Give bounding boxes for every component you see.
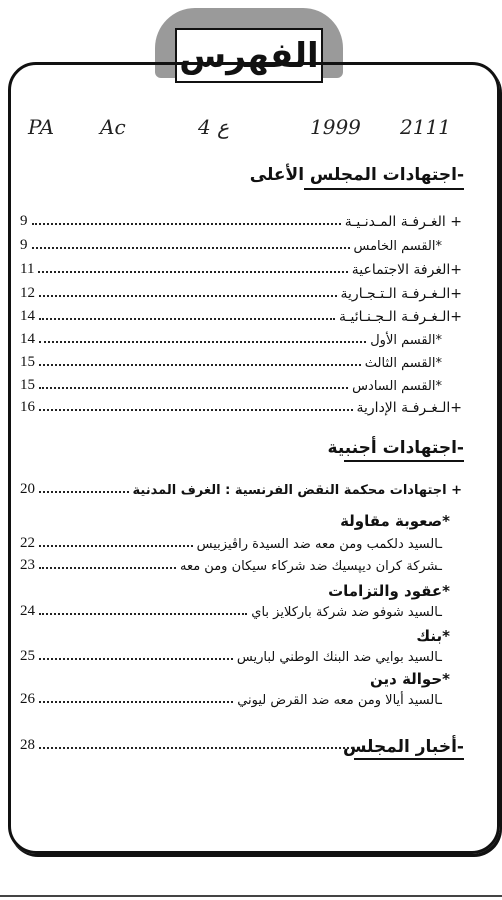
toc-entry[interactable]: 14 +الـغـرفـة الـجـنـائيـة xyxy=(20,308,462,325)
handwritten-note: 1999 xyxy=(310,115,361,139)
page-edge xyxy=(0,895,502,897)
section-underline xyxy=(344,460,464,462)
group-heading: *صعوبة مقاولة xyxy=(340,512,450,530)
toc-entry[interactable]: 9 + الغـرفـة المـدنـيـة xyxy=(20,213,462,230)
toc-entry[interactable]: 15 *القسم الثالث xyxy=(20,354,442,371)
section-heading: -اجتهادات المجلس الأعلى xyxy=(249,165,464,185)
section-underline xyxy=(304,188,464,190)
group-heading: *بنك xyxy=(416,627,450,645)
toc-entry[interactable]: 16 +الـغـرفـة الإدارية xyxy=(20,399,462,416)
toc-entry[interactable]: 12 +الـغـرفـة الـتـجـارية xyxy=(20,285,462,302)
toc-entry[interactable]: 9 *القسم الخامس xyxy=(20,237,442,254)
toc-entry[interactable]: 20 + اجتهادات محكمة النقض الفرنسية : الغرف المدنية xyxy=(20,481,462,498)
handwritten-note: PA xyxy=(28,115,55,139)
toc-entry[interactable]: 22 ـالسيد دلكمب ومن معه ضد السيدة راڤيزبيس xyxy=(20,535,442,552)
toc-entry[interactable]: 28 xyxy=(20,734,357,754)
section-heading: -اجتهادات أجنبية xyxy=(327,438,464,458)
toc-entry[interactable]: 14 *القسم الأول xyxy=(20,331,442,348)
section-underline xyxy=(354,758,464,760)
toc-entry[interactable]: 11 +الغرفة الاجتماعية xyxy=(20,261,462,278)
toc-entry[interactable]: 24 ـالسيد شوفو ضد شركة باركلايز باي xyxy=(20,603,442,620)
handwritten-note: Ac xyxy=(100,115,126,139)
toc-entry[interactable]: 26 ـالسيد أيالا ومن معه ضد القرض ليوني xyxy=(20,691,442,708)
handwritten-note: ع 4 xyxy=(198,115,230,139)
handwritten-note: 2111 xyxy=(400,115,451,139)
section-heading: -أخبار المجلس xyxy=(343,737,464,757)
toc-entry[interactable]: 15 *القسم السادس xyxy=(20,377,442,394)
toc-entry[interactable]: 23 ـشركة كران ديپسيك ضد شركاء سيكان ومن معه xyxy=(20,557,442,574)
group-heading: *عقود والتزامات xyxy=(328,582,450,600)
page-title: الفهرس xyxy=(179,35,319,76)
group-heading: *حوالة دين xyxy=(370,670,450,688)
toc-entry[interactable]: 25 ـالسيد بوايي ضد البنك الوطني لباريس xyxy=(20,648,442,665)
